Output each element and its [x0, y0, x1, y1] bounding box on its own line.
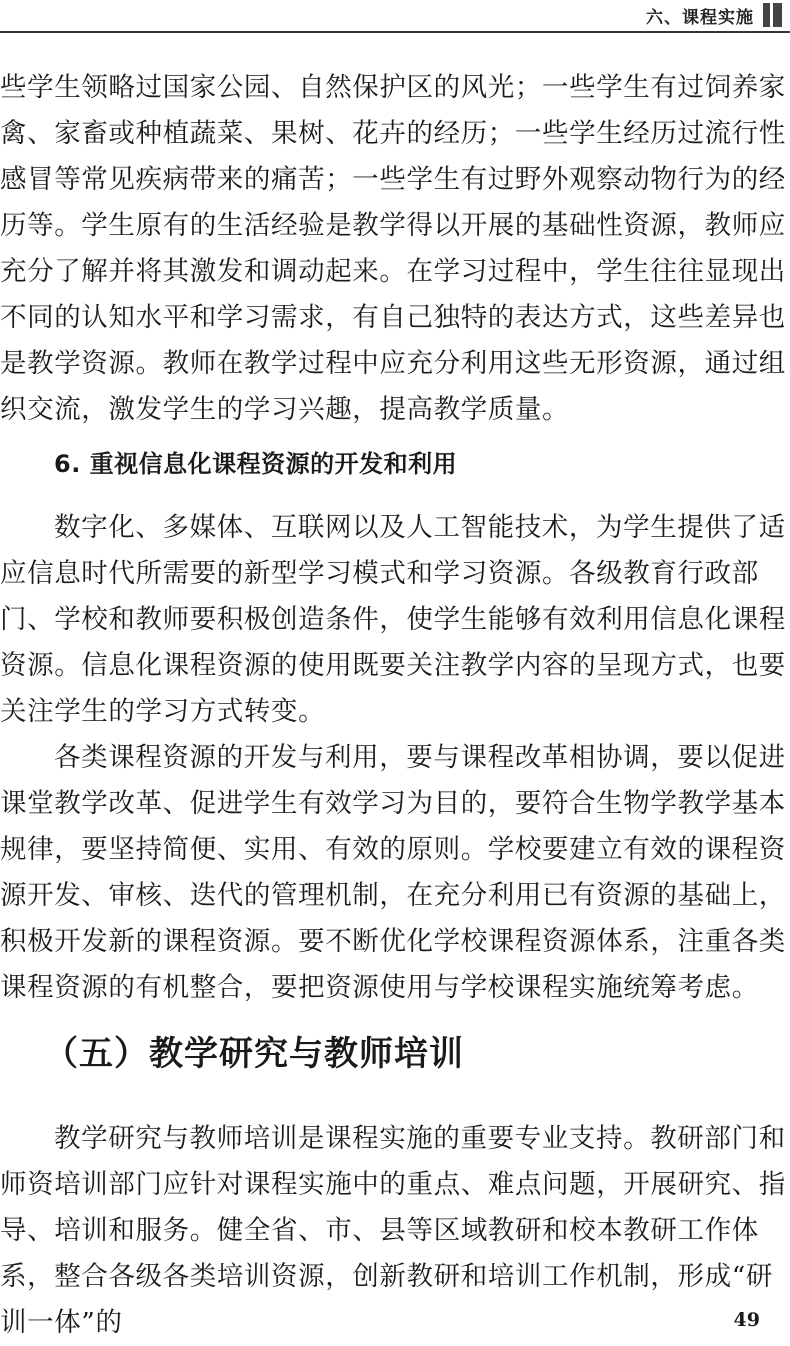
header-decoration-bar [773, 3, 782, 27]
paragraph: 数字化、多媒体、互联网以及人工智能技术，为学生提供了适应信息时代所需要的新型学习模式和学习资源。各级教育行政部门、学校和教师要积极创造条件，使学生能够有效利用信息化课程资源。信息化课程资源的使用既要关注教学内容的呈现方式，也要关注学生的学习方式转变。 [0, 512, 786, 727]
paragraph: 教学研究与教师培训是课程实施的重要专业支持。教研部门和师资培训部门应针对课程实施中的重点、难点问题，开展研究、指导、培训和服务。健全省、市、县等区域教研和校本教研工作体系，整合各级各类培训资源，创新教研和培训工作机制，形成“研训一体”的 [0, 1123, 786, 1338]
body-text-middle [0, 505, 790, 1011]
page-number: 49 [733, 1309, 760, 1331]
paragraph: 各类课程资源的开发与利用，要与课程改革相协调，要以促进课堂教学改革、促进学生有效学习为目的，要符合生物学教学基本规律，要坚持简便、实用、有效的原则。学校要建立有效的课程资源开发、审核、迭代的管理机制，在充分利用已有资源的基础上，积极开发新的课程资源。要不断优化学校课程资源体系，注重各类课程资源的有机整合，要把资源使用与学校课程实施统筹考虑。 [0, 742, 786, 1003]
section-heading: （五）教学研究与教师培训 [44, 1034, 464, 1074]
body-text-top [0, 65, 790, 433]
paragraph-continued: 些学生领略过国家公园、自然保护区的风光；一些学生有过饲养家禽、家畜或种植蔬菜、果树、花卉的经历；一些学生经历过流行性感冒等常见疾病带来的痛苦；一些学生有过野外观察动物行为的经历等。学生原有的生活经验是教学得以开展的基础性资源，教师应充分了解并将其激发和调动起来。在学习过程中，学生往往显现出不同的认知水平和学习需求，有自己独特的表达方式，这些差异也是教学资源。教师在教学过程中应充分利用这些无形资源，通过组织交流，激发学生的学习兴趣，提高教学质量。 [0, 72, 786, 425]
subsection-heading: 6. 重视信息化课程资源的开发和利用 [54, 450, 458, 478]
running-header-title: 六、课程实施 [646, 7, 754, 28]
body-text-bottom [0, 1116, 790, 1346]
header-decoration-bar [763, 3, 770, 27]
header-rule [0, 31, 790, 33]
running-header [646, 0, 782, 30]
